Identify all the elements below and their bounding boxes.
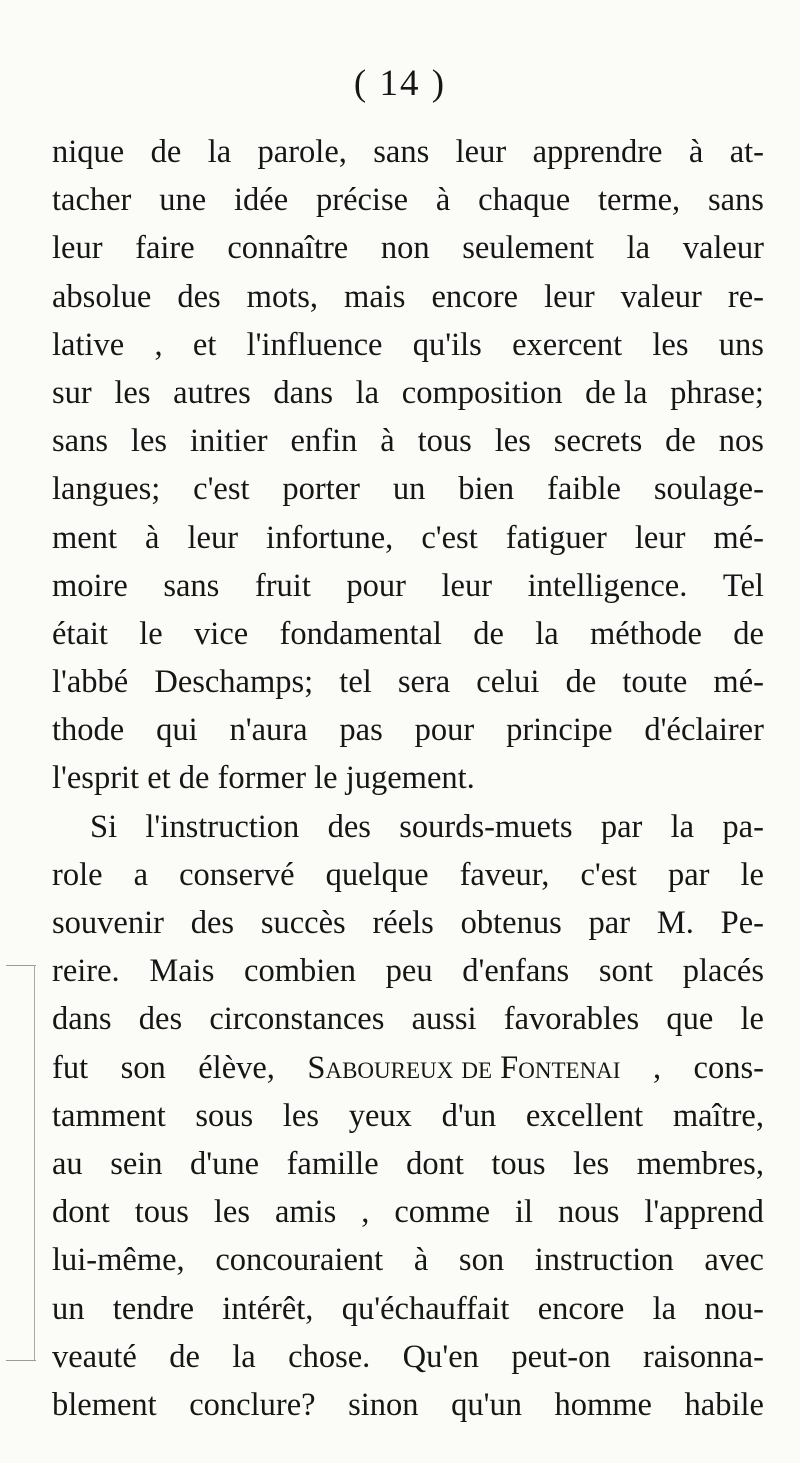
- text-line: langues; c'est porter un bien faible soulage-: [52, 471, 764, 508]
- margin-rule: [34, 965, 35, 1360]
- text-line: lative , et l'influence qu'ils exercent les uns: [52, 326, 764, 363]
- text-line: veauté de la chose. Qu'en peut-on raisonna-: [52, 1338, 764, 1375]
- text-line: reire. Mais combien peu d'enfans sont placés: [52, 953, 764, 990]
- text-line: dont tous les amis , comme il nous l'apprend: [52, 1194, 764, 1231]
- margin-mark: [6, 965, 36, 966]
- text-line: role a conservé quelque faveur, c'est par le: [52, 856, 764, 893]
- text-line: un tendre intérêt, qu'échauffait encore la nou-: [52, 1290, 764, 1327]
- text-line: fut son élève, Saboureux de Fontenai , cons-: [52, 1044, 764, 1092]
- text-line: tamment sous les yeux d'un excellent maître,: [52, 1097, 764, 1134]
- page-number: ( 14 ): [353, 63, 447, 104]
- text-line: tacher une idée précise à chaque terme, sans: [52, 182, 764, 219]
- text-line: était le vice fondamental de la méthode de: [52, 615, 764, 652]
- text-line: dans des circonstances aussi favorables que le: [52, 1001, 764, 1038]
- body-text: [52, 128, 764, 1429]
- text-line: lui-même, concouraient à son instruction avec: [52, 1242, 764, 1279]
- text-line: blement conclure? sinon qu'un homme habile: [52, 1386, 764, 1423]
- text-line: moire sans fruit pour leur intelligence. Tel: [52, 567, 764, 604]
- text-line: ment à leur infortune, c'est fatiguer leur mé-: [52, 519, 764, 556]
- text-line: leur faire connaître non seulement la valeur: [52, 230, 764, 267]
- paragraph-first-line: Si l'instruction des sourds-muets par la pa-: [90, 808, 764, 845]
- text-line: absolue des mots, mais encore leur valeur re-: [52, 278, 764, 315]
- paragraph-last-line: l'esprit et de former le jugement.: [52, 760, 475, 797]
- text-line: sans les initier enfin à tous les secrets de nos: [52, 423, 764, 460]
- text-line: l'abbé Deschamps; tel sera celui de toute mé-: [52, 664, 764, 701]
- text-line: souvenir des succès réels obtenus par M. Pe-: [52, 905, 764, 941]
- text-line: nique de la parole, sans leur apprendre à at-: [52, 134, 764, 170]
- text-line: au sein d'une famille dont tous les membres,: [52, 1145, 764, 1182]
- text-line: sur les autres dans la composition de la phrase;: [52, 374, 764, 411]
- person-name: Saboureux de Fontenai: [307, 1049, 621, 1086]
- margin-mark: [6, 1360, 36, 1361]
- text-line: thode qui n'aura pas pour principe d'éclairer: [52, 712, 764, 749]
